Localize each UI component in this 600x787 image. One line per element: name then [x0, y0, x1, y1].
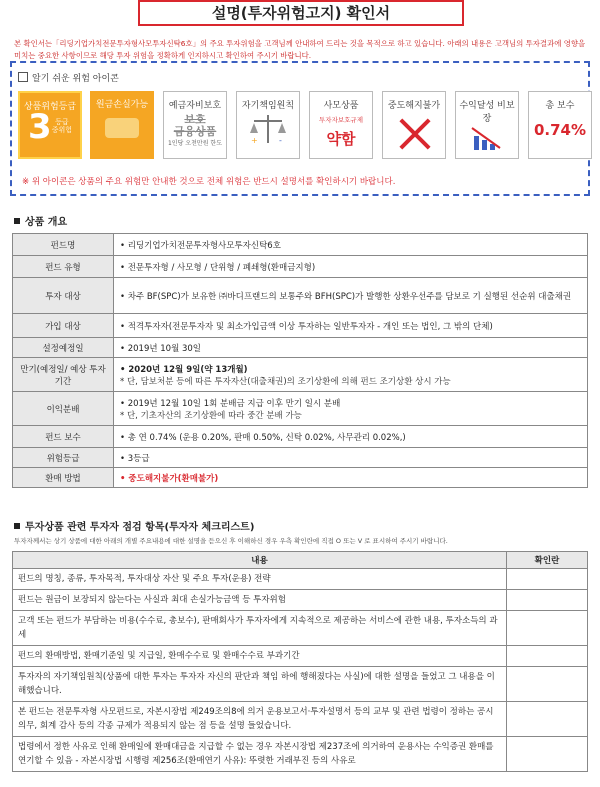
check-cell[interactable] — [507, 646, 588, 667]
checklist-intro: 투자자께서는 상기 상품에 대한 아래의 개별 주요내용에 대한 설명을 듣으신 후 이해하신 경우 우측 확인란에 직접 O 또는 V 로 표시하여 주시기 바랍니다. — [14, 537, 448, 545]
svg-text:-: - — [279, 136, 282, 145]
table-row: 펀드 유형 • 전문투자형 / 사모형 / 단위형 / 폐쇄형(환매금지형) — [13, 256, 588, 278]
icon-panel-note: ※ 위 아이콘은 상품의 주요 위험만 안내한 것으로 전체 위험은 반드시 설명서를 확인하시기 바랍니다. — [22, 177, 396, 187]
table-row: 만기(예정일/ 예상 투자기간 • 2020년 12월 9일(약 13개월) * 단, 담보처분 등에 따른 투자자산(대출채권)의 조기상환에 의해 펀드 조기상환 상시 가능 — [13, 358, 588, 392]
intro-text: 본 확인서는「리딩기업가치전문투자형사모투자신탁6호」의 주요 투자위험을 고객님께 안내하여 드리는 것을 목적으로 하고 있습니다. 아래의 내용은 고객님의 투자결과에 영향을 미치는 중요한 사항이므로 해당 투자 위험을 정확하게 인지하시고 확인하여 주시기 바랍니다. — [14, 39, 586, 60]
no-deposit-protection-icon: 예금자비보호 보호 금융상품 1인당 오천만원 한도 — [163, 91, 227, 159]
check-cell[interactable] — [507, 667, 588, 702]
checkbox-icon — [18, 72, 28, 82]
table-row: 가입 대상 • 적격투자자(전문투자자 및 최소가입금액 이상 투자하는 일반투자자 - 개인 또는 법인, 그 밖의 단체) — [13, 314, 588, 338]
checklist-heading: 투자상품 관련 투자자 점검 항목(투자자 체크리스트) — [14, 518, 254, 533]
checklist-row: 펀드의 명칭, 종류, 투자목적, 투자대상 자산 및 주요 투자(운용) 전략 — [13, 569, 588, 590]
overview-heading: 상품 개요 — [14, 213, 67, 228]
self-responsibility-icon: 자기책임원칙 + - — [236, 91, 300, 159]
svg-text:+: + — [251, 136, 258, 145]
table-row: 이익분배 • 2019년 12월 10일 1회 분배금 지급 이후 만기 일시 분배 * 단, 기초자산의 조기상환에 따라 중간 분배 가능 — [13, 392, 588, 426]
check-cell[interactable] — [507, 611, 588, 646]
no-early-redemption-icon: 중도해지불가 — [382, 91, 446, 159]
x-mark-icon — [395, 114, 435, 154]
checklist-row: 법령에서 정한 사유로 인해 환매일에 환매대금을 지급할 수 없는 경우 자본시장법 제237조에 의거하여 운용사는 수익증권 환매를 연기할 수 있음 - 자본시장법 시행령 제256조(환매연기 사유): 뚜렷한 거래부진 등의 사유로 — [13, 737, 588, 772]
table-row: 펀드 보수 • 총 연 0.74% (운용 0.20%, 판매 0.50%, 신탁 0.02%, 사무관리 0.02%,) — [13, 426, 588, 448]
risk-grade-icon: 상품위험등급 3 등급 중위험 — [18, 91, 82, 159]
scale-icon — [248, 111, 288, 147]
checklist-row: 펀드는 원금이 보장되지 않는다는 사실과 최대 손실가능금액 등 투자위험 — [13, 590, 588, 611]
check-cell[interactable] — [507, 737, 588, 772]
table-row: 설정예정일 • 2019년 10월 30일 — [13, 338, 588, 358]
checklist-row: 본 펀드는 전문투자형 사모펀드로, 자본시장법 제249조의8에 의거 운용보고서·투자설명서 등의 교부 및 관련 법령이 정하는 공시 의무, 회계 감사 등의 각종 규제가 적용되지 않는 점 등을 설명 들었습니다. — [13, 702, 588, 737]
chart-down-icon — [470, 124, 504, 152]
table-row: 투자 대상 • 차주 BF(SPC)가 보유한 ㈜바디프랜드의 보통주와 BFH(SPC)가 발행한 상환우선주를 담보로 기 실행된 선순위 대출채권 — [13, 278, 588, 314]
principal-loss-icon: 원금손실가능 — [90, 91, 154, 159]
no-return-guarantee-icon: 수익달성 비보장 — [455, 91, 519, 159]
overview-table — [12, 233, 588, 488]
private-fund-icon: 사모상품 투자자보호규제 약함 — [309, 91, 373, 159]
checklist-row: 투자자의 자기책임원칙(상품에 대한 투자는 투자자 자신의 판단과 책임 하에 행해졌다는 사실)에 대한 설명을 들었고 그 내용을 이해했습니다. — [13, 667, 588, 702]
icon-panel-heading: 알기 쉬운 위험 아이콘 — [18, 71, 119, 84]
risk-icon-panel — [10, 61, 590, 196]
checklist-table — [12, 551, 588, 772]
table-row: 펀드명 • 리딩기업가치전문투자형사모투자신탁6호 — [13, 234, 588, 256]
total-fee-icon: 총 보수 0.74% — [528, 91, 592, 159]
checklist-row: 고객 또는 펀드가 부담하는 비용(수수료, 총보수), 판매회사가 투자자에게 지속적으로 제공하는 서비스에 관한 내용, 투자소득의 과세 — [13, 611, 588, 646]
check-cell[interactable] — [507, 590, 588, 611]
table-row: 위험등급 • 3등급 — [13, 448, 588, 468]
document-title: 설명(투자위험고지) 확인서 — [138, 0, 464, 26]
checklist-header-row: 내용 확인란 — [13, 552, 588, 569]
table-row: 환매 방법 • 중도해지불가(환매불가) — [13, 468, 588, 488]
check-cell[interactable] — [507, 569, 588, 590]
coin-icon — [105, 118, 139, 138]
checklist-row: 펀드의 환매방법, 환매기준일 및 지급일, 환매수수료 및 환매수수료 부과기간 — [13, 646, 588, 667]
check-cell[interactable] — [507, 702, 588, 737]
